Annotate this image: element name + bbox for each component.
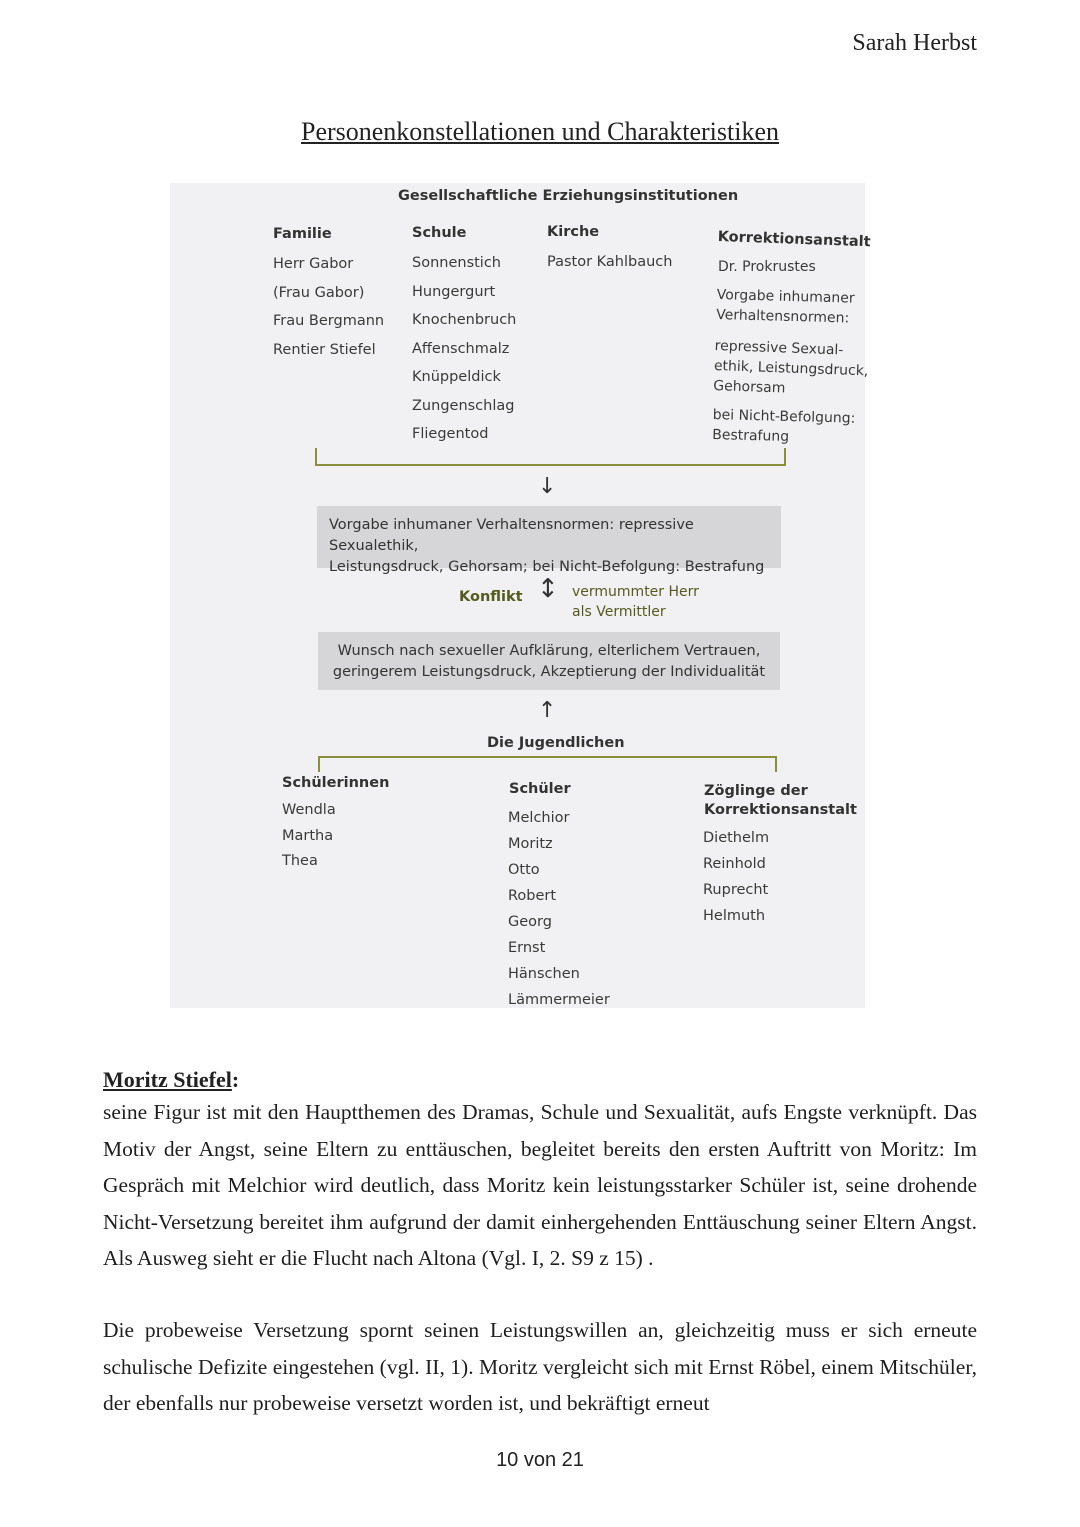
text-line: vermummter Herr xyxy=(572,584,699,600)
column-head-schuelerinnen: Schülerinnen xyxy=(282,775,390,791)
list-item: (Frau Gabor) xyxy=(273,284,365,301)
korrektion-text-2 xyxy=(713,336,869,401)
arrow-down-icon: ↓ xyxy=(538,474,557,499)
list-item: Frau Bergmann xyxy=(273,313,385,329)
kirche-list xyxy=(547,248,672,277)
korrektion-text-1 xyxy=(716,285,855,329)
text-line: Leistungsdruck, Gehorsam; bei Nicht-Befolgung: Bestrafung xyxy=(329,559,765,575)
paragraph-2: Die probeweise Versetzung spornt seinen Leistungswillen an, gleichzeitig muss er sich erneute schulische Defizite eingestehen (vgl. II, 1). Moritz vergleicht sich mit Ernst Röbel, einem Mitschüler, der ebenfalls nur probeweise versetzt worden ist, und bekräftigt erneut xyxy=(103,1318,977,1415)
text-line: Korrektionsanstalt xyxy=(704,802,857,818)
column-head-kirche: Kirche xyxy=(547,224,600,240)
korrektion-text-3 xyxy=(712,405,856,449)
list-item: Herr Gabor xyxy=(273,256,354,272)
vermittler-label xyxy=(572,582,699,622)
korrektion-name: Dr. Prokrustes xyxy=(718,259,816,275)
youth-bracket xyxy=(318,756,777,772)
list-item: Georg xyxy=(508,914,552,930)
column-head-korrektionsanstalt: Korrektionsanstalt xyxy=(717,229,871,251)
heading-colon: : xyxy=(231,1067,240,1092)
author-name: Sarah Herbst xyxy=(852,30,977,56)
list-item: Zungenschlag xyxy=(412,397,515,414)
list-item: Robert xyxy=(508,888,557,904)
column-head-familie: Familie xyxy=(273,226,332,242)
list-item: Wendla xyxy=(282,802,336,818)
list-item: Rentier Stiefel xyxy=(273,341,376,358)
familie-list xyxy=(273,250,384,364)
text-line: Verhaltensnormen: xyxy=(716,306,850,327)
list-item: Knüppeldick xyxy=(412,369,501,385)
institutions-bracket xyxy=(315,448,786,466)
list-item: Fliegentod xyxy=(412,426,489,442)
text-line: Vorgabe inhumaner Verhaltensnormen: repressive Sexualethik, xyxy=(329,517,694,554)
schuelerinnen-list xyxy=(282,798,336,875)
list-item: Ruprecht xyxy=(703,882,769,898)
list-item: Hänschen xyxy=(508,966,580,982)
text-line: geringerem Leistungsdruck, Akzeptierung der Individualität xyxy=(332,664,766,680)
text-line: Bestrafung xyxy=(712,426,790,446)
text-line: ethik, Leistungsdruck, xyxy=(713,357,869,380)
list-item: Diethelm xyxy=(703,830,770,846)
heading-text: Moritz Stiefel xyxy=(103,1067,232,1092)
schule-list xyxy=(412,249,516,449)
arrow-up-icon: ↑ xyxy=(538,698,557,723)
list-item: Lämmermeier xyxy=(508,992,610,1008)
diagram-title: Gesellschaftliche Erziehungsinstitutionen xyxy=(398,188,739,204)
norms-box xyxy=(317,506,781,575)
text-line: Gehorsam xyxy=(712,377,786,397)
text-line: Zöglinge der xyxy=(704,783,808,799)
column-head-schueler: Schüler xyxy=(509,781,571,797)
text-line: repressive Sexual- xyxy=(714,337,844,359)
zoeglinge-list xyxy=(703,825,769,929)
page-title: Personenkonstellationen und Charakteristiken xyxy=(300,117,779,146)
list-item: Hungergurt xyxy=(412,283,496,300)
text-line: Vorgabe inhumaner xyxy=(716,286,855,307)
list-item: Melchior xyxy=(508,810,570,826)
paragraph-1: seine Figur ist mit den Hauptthemen des Dramas, Schule und Sexualität, aufs Engste verknüpft. Das Motiv der Angst, seine Eltern zu enttäuschen, begleitet bereits den ersten Auftritt von Moritz: Im Gespräch mit Melchior wird deutlich, dass Moritz kein leistungsstarker Schüler ist, seine drohende Nicht-Versetzung bereitet ihm aufgrund der damit einhergehenden Enttäuschung seiner Eltern Angst. Als Ausweg sieht er die Flucht nach Altona (Vgl. I, 2. S9 z 15) . xyxy=(103,1100,977,1270)
wishes-box xyxy=(318,632,780,690)
list-item: Sonnenstich xyxy=(412,255,501,271)
text-line: Wunsch nach sexueller Aufklärung, elterlichem Vertrauen, xyxy=(337,643,761,659)
list-item: Otto xyxy=(508,862,540,878)
column-head-schule: Schule xyxy=(412,225,467,241)
text-line: bei Nicht-Befolgung: xyxy=(712,406,856,427)
text-line: als Vermittler xyxy=(572,604,666,620)
list-item: Thea xyxy=(282,853,318,869)
list-item: Knochenbruch xyxy=(412,312,517,328)
double-arrow-icon: ↕ xyxy=(537,574,559,604)
list-item: Affenschmalz xyxy=(412,340,510,357)
section-heading xyxy=(103,1067,239,1093)
list-item: Helmuth xyxy=(703,908,766,924)
konflikt-label: Konflikt xyxy=(459,589,523,605)
list-item: Reinhold xyxy=(703,856,766,872)
list-item: Pastor Kahlbauch xyxy=(547,254,673,270)
page-number: 10 von 21 xyxy=(496,1449,584,1471)
schueler-list xyxy=(508,805,610,1013)
list-item: Ernst xyxy=(508,940,546,956)
list-item: Martha xyxy=(282,827,334,844)
list-item: Moritz xyxy=(508,836,553,852)
column-head-zoeglinge xyxy=(704,782,857,820)
jugendliche-label: Die Jugendlichen xyxy=(487,735,625,751)
